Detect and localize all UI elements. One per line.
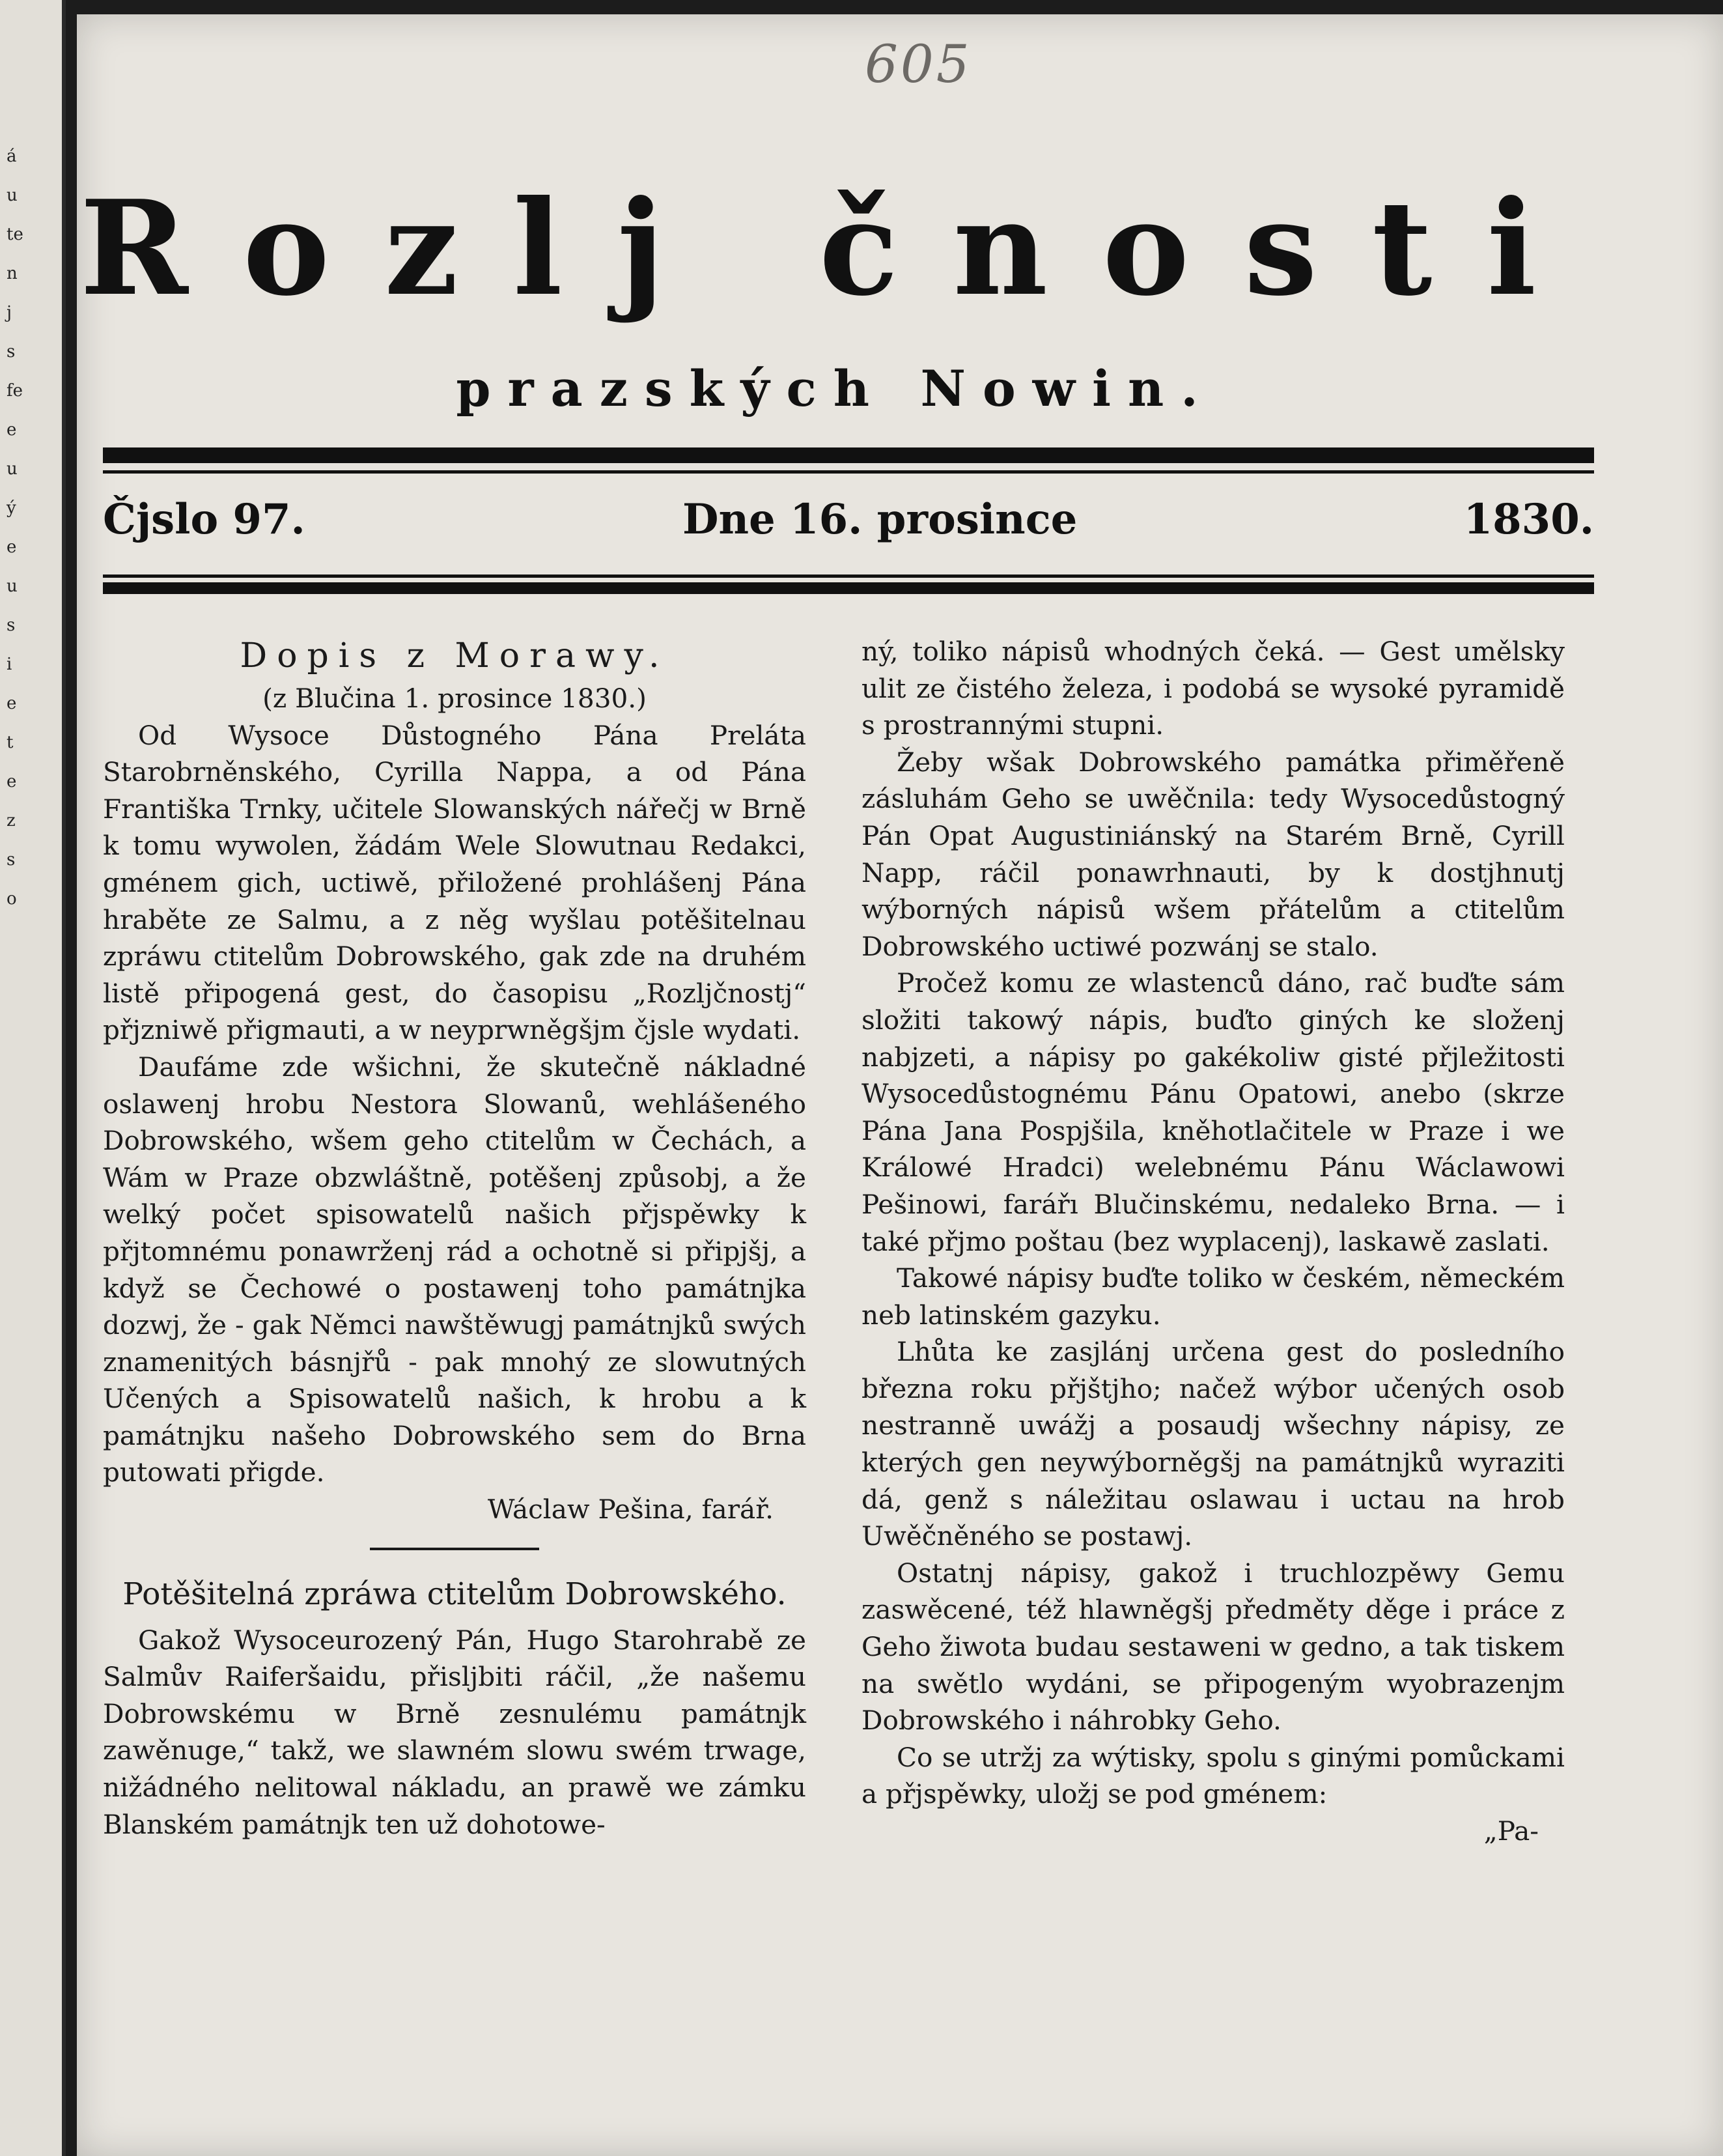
article-paragraph: ný, toliko nápisů whodných čeká. — Gest umělsky ulit ze čistého železa, i podobá se wysoké pyramidě s prostrannými stupni.: [862, 636, 1565, 741]
dateline-rule-thin: [103, 574, 1594, 578]
strip-fragment: u: [7, 576, 18, 596]
article-heading: Dopis z Morawy.: [240, 636, 669, 675]
strip-fragment: ý: [7, 498, 16, 518]
article-paragraph: Gakož Wysoceurozený Pán, Hugo Starohrabě ze Salmův Raiferšaidu, přisljbiti ráčil, „že našemu Dobrowskému w Brně zesnulému památnjk zawěnuge,“ takž, we slawném slowu swém trwage, nižádného nelitowal nákladu, an prawě we zámku Blanském památnjk ten už dohotowe-: [103, 1624, 806, 1840]
strip-fragment: e: [7, 537, 17, 557]
strip-fragment: s: [7, 616, 16, 635]
strip-fragment: o: [7, 889, 17, 909]
article-paragraph: Lhůta ke zasjlánj určena gest do posledního března roku přjštjho; načež wýbor učených osob nestranně uwážj a posaudj wšechny nápisy, ze kterých gen neywýborněgšj na památnjků wyraziti dá, genž s náležitau oslawau i uctau na hrob Uwěčněného se postawj.: [862, 1336, 1565, 1552]
strip-fragment: u: [7, 186, 18, 205]
strip-fragment: n: [7, 264, 18, 283]
section-divider: [370, 1548, 539, 1550]
issue-dateline: [103, 495, 1594, 560]
strip-fragment: e: [7, 694, 17, 713]
strip-fragment: s: [7, 850, 16, 870]
article-paragraph: Od Wysoce Důstogného Pána Preláta Starobrněnského, Cyrilla Nappa, a od Pána Františka Trnky, učitele Slowanských nářečj w Brně k tomu wywolen, žádám Wele Slowutnau Redakci, gménem gich, uctiwě, přiložené prohlášenj Pána hraběte ze Salmu, a z něg wyšlau potěšitelnau zpráwu ctitelům Dobrowského, gak zde na druhém listě připogená gest, do časopisu „Rozljčnostj“ přjzniwě přigmauti, a w neyprwněgšjm čjsle wydati.: [103, 719, 806, 1046]
strip-fragment: e: [7, 772, 17, 791]
left-column: [103, 633, 806, 1843]
article-paragraph: Daufáme zde wšichni, že skutečně nákladné oslawenj hrobu Nestora Slowanů, wehlášeného Dobrowského, wšem geho ctitelům w Čechách, a Wám w Praze obzwláštně, potěšenj způsobj, a že welký počet spisowatelů našich přjspěwky k přjtomnému ponawrženj rád a ochotně si připjšj, a když se Čechowé o postawenj toho památnjka dozwj, že - gak Němci nawštěwugj památnjků swých znamenitých básnjřů - pak mnohý ze slowutných Učených a Spisowatelů našich, k hrobu a k památnjku našeho Dobrowského sem do Brna putowati přigde.: [103, 1051, 806, 1488]
right-column: [862, 633, 1565, 1850]
catchword: „Pa-: [1483, 1815, 1539, 1847]
strip-fragment: i: [7, 655, 12, 674]
article-signature: Wáclaw Pešina, farář.: [487, 1494, 774, 1525]
top-rule-thin: [103, 470, 1594, 474]
strip-fragment: e: [7, 420, 17, 440]
strip-fragment: á: [7, 147, 17, 166]
article-paragraph: Co se utržj za wýtisky, spolu s ginými pomůckami a přjspěwky, uložj se pod gménem:: [862, 1741, 1565, 1810]
handwritten-page-number: 605: [865, 34, 972, 94]
facing-page-strip: [0, 0, 66, 2156]
article-heading: Potěšitelná zpráwa ctitelům Dobrowského.: [122, 1576, 787, 1612]
masthead-subtitle: prazských Nowin.: [456, 360, 1215, 418]
strip-fragment: fe: [7, 381, 23, 401]
article-paragraph: Takowé nápisy buďte toliko w českém, německém neb latinském gazyku.: [862, 1262, 1565, 1331]
article-paragraph: Pročež komu ze wlastenců dáno, rač buďte sám složiti takowý nápis, buďto giných ke složenj nabjzeti, a nápisy po gakékoliw gisté přjležitosti Wysocedůstognému Pánu Opatowi, anebo (skrze Pána Jana Pospjšila, kněhotlačitele w Praze i we Králowé Hradci) welebnému Pánu Wáclawowi Pešinowi, farářı Blučinskému, nedaleko Brna. — i také přjmo poštau (bez wyplacenj), laskawě zaslati.: [862, 967, 1565, 1257]
article-paragraph: Žeby wšak Dobrowského památka přiměřeně zásluhám Geho se uwěčnila: tedy Wysocedůstogný Pán Opat Augustiniánský na Starém Brně, Cyrill Napp, ráčil ponawrhnauti, by k dostjhnutj wýborných nápisů wšem přátelům a ctitelům Dobrowského uctiwé pozwánj se stalo.: [862, 746, 1565, 962]
strip-fragment: u: [7, 459, 18, 479]
masthead-title: Rozlj čnosti: [79, 172, 1591, 325]
issue-number: Čjslo 97.: [103, 495, 305, 544]
strip-fragment: te: [7, 225, 23, 244]
dateline-rule-thick: [103, 582, 1594, 594]
article-paragraph: Ostatnj nápisy, gakož i truchlozpěwy Gemu zaswěcené, též hlawněgšj předměty děge i práce z Geho žiwota budau sestaweni w gedno, a tak tiskem na swětlo wydáni, se připogeným wyobrazenjm Dobrowského i náhrobky Geho.: [862, 1557, 1565, 1737]
strip-spacer: [0, 0, 62, 137]
strip-fragment: s: [7, 342, 16, 362]
newspaper-page: [77, 14, 1723, 2156]
strip-fragment: z: [7, 811, 16, 830]
issue-year: 1830.: [1463, 495, 1594, 544]
top-rule-thick: [103, 447, 1594, 463]
issue-date: Dne 16. prosince: [682, 495, 1078, 544]
article-dateline: (z Blučina 1. prosince 1830.): [262, 683, 647, 714]
strip-fragment: j: [7, 303, 12, 322]
strip-fragment: t: [7, 733, 14, 752]
